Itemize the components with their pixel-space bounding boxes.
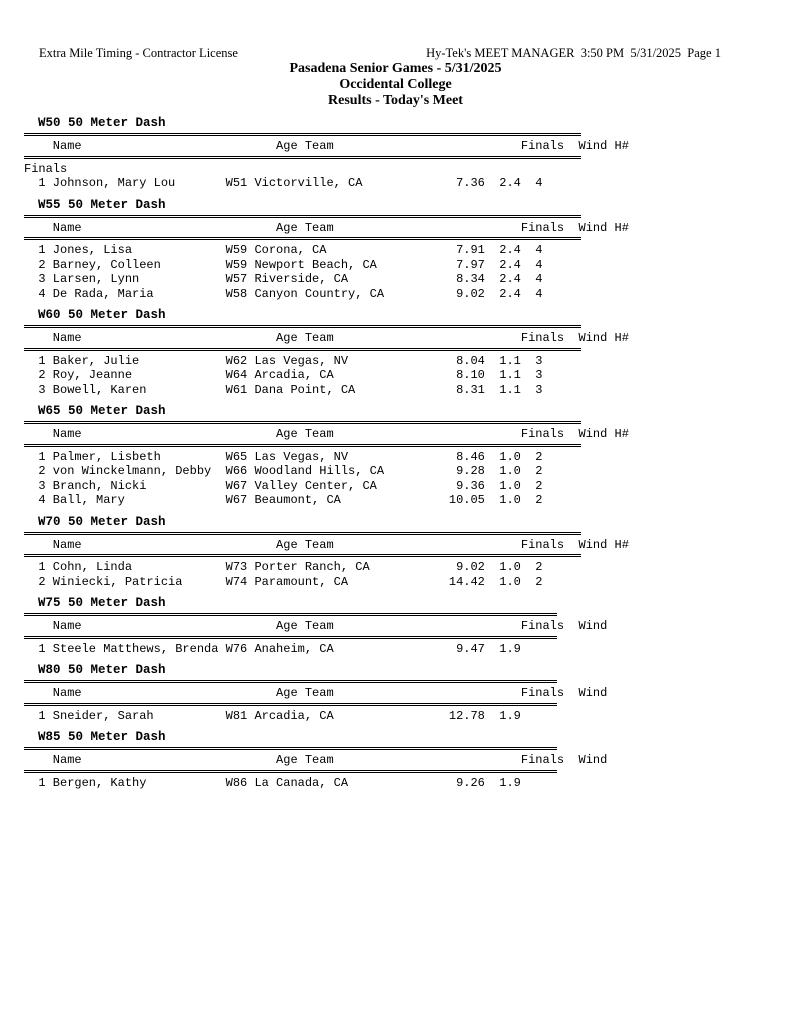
event-title: W70 50 Meter Dash [38,514,166,529]
result-row: 1 Steele Matthews, Brenda W76 Anaheim, CA 9.47 1.9 [24,641,521,656]
meet-title-block [0,61,791,109]
result-row: 1 Johnson, Mary Lou W51 Victorville, CA 7.36 2.4 4 [24,176,543,190]
event-section [24,403,629,508]
column-header-row: Name Age Team Finals Wind H# [24,220,629,235]
event-title: W75 50 Meter Dash [38,596,166,610]
meet-title: Pasadena Senior Games - 5/31/2025 [289,61,502,76]
license-label: Extra Mile Timing - Contractor License [39,46,238,60]
event-title: W65 50 Meter Dash [38,404,166,418]
event-section [24,662,629,723]
double-rule [24,444,581,447]
column-header-row: Name Age Team Finals Wind [24,686,608,700]
result-row: 3 Branch, Nicki W67 Valley Center, CA 9.36 1.0 2 [24,478,543,493]
event-section [24,514,629,590]
software-timestamp: Hy-Tek's MEET MANAGER 3:50 PM 5/31/2025 Page 1 [426,46,721,60]
double-rule [24,532,581,535]
event-title: W85 50 Meter Dash [38,730,166,744]
result-row: 4 De Rada, Maria W58 Canyon Country, CA 9.02 2.4 4 [24,286,543,301]
event-section [24,595,629,656]
double-rule [24,156,581,159]
result-row: 2 Roy, Jeanne W64 Arcadia, CA 8.10 1.1 3 [24,368,543,382]
result-row: 1 Jones, Lisa W59 Corona, CA 7.91 2.4 4 [24,243,543,257]
event-title: W55 50 Meter Dash [38,197,166,212]
double-rule [24,133,581,136]
result-row: 4 Ball, Mary W67 Beaumont, CA 10.05 1.0 2 [24,493,543,507]
event-section [24,115,629,191]
double-rule [24,554,581,557]
result-row: 1 Palmer, Lisbeth W65 Las Vegas, NV 8.46 1.0 2 [24,449,543,464]
result-row: 2 Barney, Colleen W59 Newport Beach, CA 7.97 2.4 4 [24,257,543,272]
result-row: 1 Cohn, Linda W73 Porter Ranch, CA 9.02 1.0 2 [24,560,543,574]
event-title: W60 50 Meter Dash [38,308,166,322]
event-title: W50 50 Meter Dash [38,116,166,130]
column-header-row: Name Age Team Finals Wind [24,619,608,633]
double-rule [24,215,581,218]
round-label: Finals [24,161,68,176]
double-rule [24,680,557,683]
column-header-row: Name Age Team Finals Wind H# [24,331,629,345]
result-row: 1 Baker, Julie W62 Las Vegas, NV 8.04 1.1 3 [24,353,543,368]
double-rule [24,703,557,706]
result-row: 1 Sneider, Sarah W81 Arcadia, CA 12.78 1.9 [24,708,521,723]
result-row: 3 Bowell, Karen W61 Dana Point, CA 8.31 1.1 3 [24,382,543,397]
double-rule [24,325,581,328]
double-rule [24,237,581,240]
column-header-row: Name Age Team Finals Wind H# [24,427,629,441]
result-row: 1 Bergen, Kathy W86 La Canada, CA 9.26 1.9 [24,775,521,790]
event-section [24,307,629,397]
result-row: 2 Winiecki, Patricia W74 Paramount, CA 14.42 1.0 2 [24,574,543,589]
event-title: W80 50 Meter Dash [38,663,166,677]
report-title: Results - Today's Meet [328,93,463,108]
double-rule [24,636,557,639]
double-rule [24,421,581,424]
column-header-row: Name Age Team Finals Wind H# [24,139,629,153]
column-header-row: Name Age Team Finals Wind H# [24,537,629,552]
double-rule [24,613,557,616]
event-section [24,729,629,790]
result-row: 3 Larsen, Lynn W57 Riverside, CA 8.34 2.4 4 [24,272,543,286]
column-header-row: Name Age Team Finals Wind [24,753,608,767]
result-row: 2 von Winckelmann, Debby W66 Woodland Hills, CA 9.28 1.0 2 [24,464,543,478]
event-section [24,197,629,302]
results-report [24,115,629,796]
double-rule [24,348,581,351]
double-rule [24,770,557,773]
double-rule [24,747,557,750]
venue-title: Occidental College [339,77,452,92]
